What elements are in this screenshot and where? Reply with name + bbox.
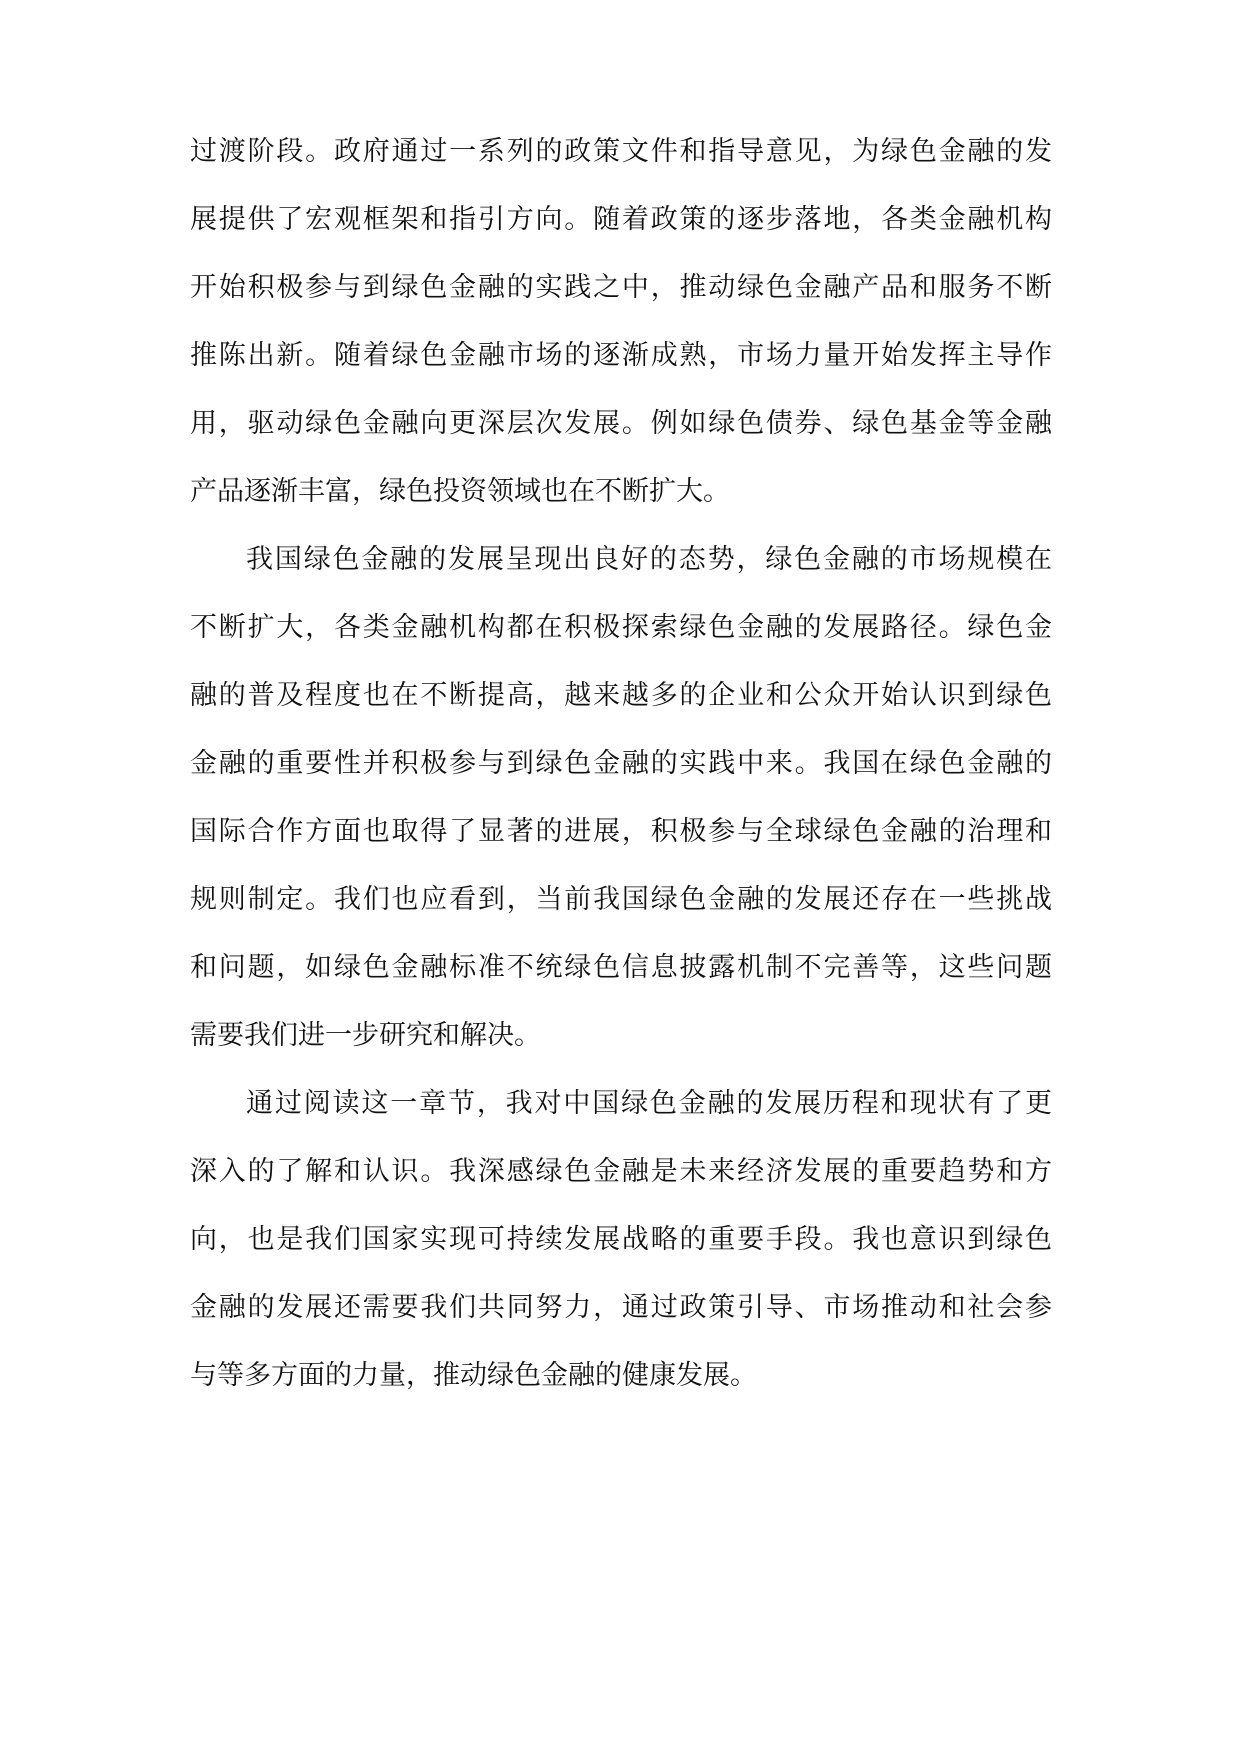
paragraph-line: 和问题，如绿色金融标准不统绿色信息披露机制不完善等，这些问题: [190, 952, 1052, 983]
paragraph-line: 需要我们进一步研究和解决。: [190, 1020, 541, 1051]
paragraph-line: 金融的发展还需要我们共同努力，通过政策引导、市场推动和社会参: [190, 1292, 1052, 1323]
paragraph-line: 向，也是我们国家实现可持续发展战略的重要手段。我也意识到绿色: [190, 1224, 1052, 1255]
paragraph-line: 展提供了宏观框架和指引方向。随着政策的逐步落地，各类金融机构: [190, 204, 1052, 235]
paragraph-line: 国际合作方面也取得了显著的进展，积极参与全球绿色金融的治理和: [190, 816, 1052, 847]
paragraph-line: 深入的了解和认识。我深感绿色金融是未来经济发展的重要趋势和方: [190, 1156, 1052, 1187]
paragraph-line: 金融的重要性并积极参与到绿色金融的实践中来。我国在绿色金融的: [190, 748, 1052, 779]
paragraph-line: 不断扩大，各类金融机构都在积极探索绿色金融的发展路径。绿色金: [190, 612, 1052, 643]
paragraph-line: 推陈出新。随着绿色金融市场的逐渐成熟，市场力量开始发挥主导作: [190, 340, 1052, 371]
paragraph-line: 开始积极参与到绿色金融的实践之中，推动绿色金融产品和服务不断: [190, 272, 1052, 303]
paragraph-line: 过渡阶段。政府通过一系列的政策文件和指导意见，为绿色金融的发: [190, 136, 1052, 167]
paragraph-line: 融的普及程度也在不断提高，越来越多的企业和公众开始认识到绿色: [190, 680, 1052, 711]
paragraph-first-line: 我国绿色金融的发展呈现出良好的态势，绿色金融的市场规模在: [246, 544, 1052, 575]
paragraph-line: 规则制定。我们也应看到，当前我国绿色金融的发展还存在一些挑战: [190, 884, 1052, 915]
paragraph-first-line: 通过阅读这一章节，我对中国绿色金融的发展历程和现状有了更: [246, 1088, 1052, 1119]
paragraph-line: 用，驱动绿色金融向更深层次发展。例如绿色债券、绿色基金等金融: [190, 408, 1052, 439]
paragraph-line: 产品逐渐丰富，绿色投资领域也在不断扩大。: [190, 476, 730, 507]
paragraph-line: 与等多方面的力量，推动绿色金融的健康发展。: [190, 1360, 757, 1391]
